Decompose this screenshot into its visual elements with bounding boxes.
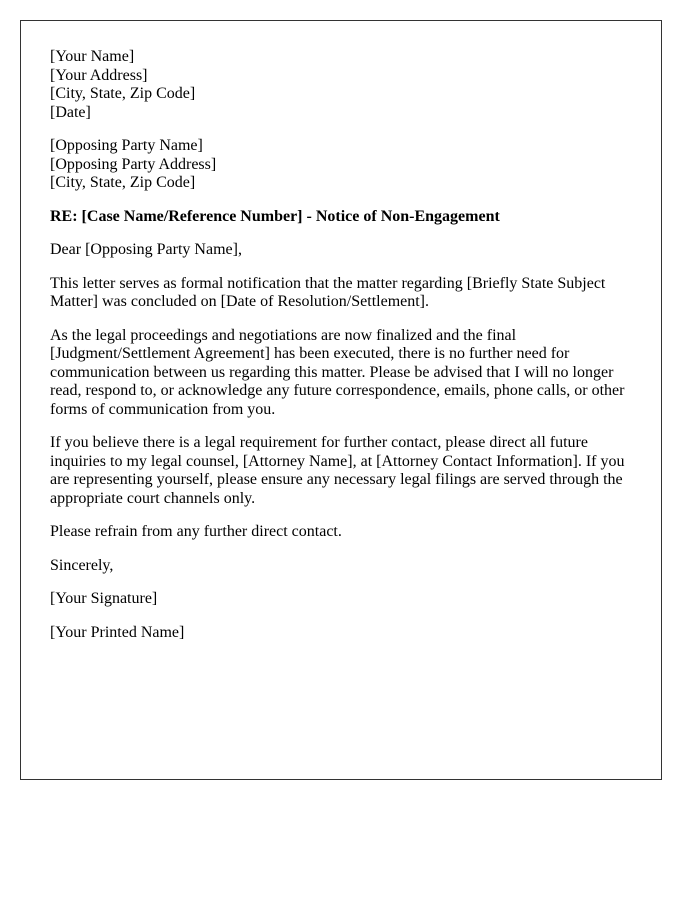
body-paragraph-4: Please refrain from any further direct contact. bbox=[50, 523, 342, 540]
body-paragraph-2: As the legal proceedings and negotiations are now finalized and the final [Judgment/Settlement Agreement] has been executed, there is no further need for communication between us regarding this matter. Please be advised that I will no longer read, respond to, or acknowledge any future correspondence, emails, phone calls, or other forms of communication from you. bbox=[50, 326, 625, 418]
sender-city-state-zip: [City, State, Zip Code] bbox=[50, 85, 196, 102]
letter-content bbox=[50, 48, 635, 642]
sender-address: [Your Address] bbox=[50, 66, 148, 84]
sender-address-block bbox=[50, 48, 635, 122]
sender-name: [Your Name] bbox=[50, 48, 135, 65]
body-paragraph-1: This letter serves as formal notification that the matter regarding [Briefly State Subject Matter] was concluded on [Date of Resolution/Settlement]. bbox=[50, 274, 606, 310]
signature-placeholder: [Your Signature] bbox=[50, 590, 158, 607]
recipient-name: [Opposing Party Name] bbox=[50, 137, 203, 154]
letter-date: [Date] bbox=[50, 103, 91, 121]
recipient-address: [Opposing Party Address] bbox=[50, 155, 217, 173]
printed-name-placeholder: [Your Printed Name] bbox=[50, 623, 185, 641]
letter-document-frame bbox=[20, 20, 662, 780]
recipient-address-block bbox=[50, 137, 635, 193]
closing: Sincerely, bbox=[50, 556, 114, 574]
salutation: Dear [Opposing Party Name], bbox=[50, 241, 242, 258]
body-paragraph-3: If you believe there is a legal requirement for further contact, please direct all future inquiries to my legal counsel, [Attorney Name], at [Attorney Contact Information]. If you are representing yourself, please ensure any necessary legal filings are served through the appropriate court channels only. bbox=[50, 434, 625, 507]
recipient-city-state-zip: [City, State, Zip Code] bbox=[50, 174, 196, 191]
subject-line: RE: [Case Name/Reference Number] - Notice of Non-Engagement bbox=[50, 207, 500, 225]
